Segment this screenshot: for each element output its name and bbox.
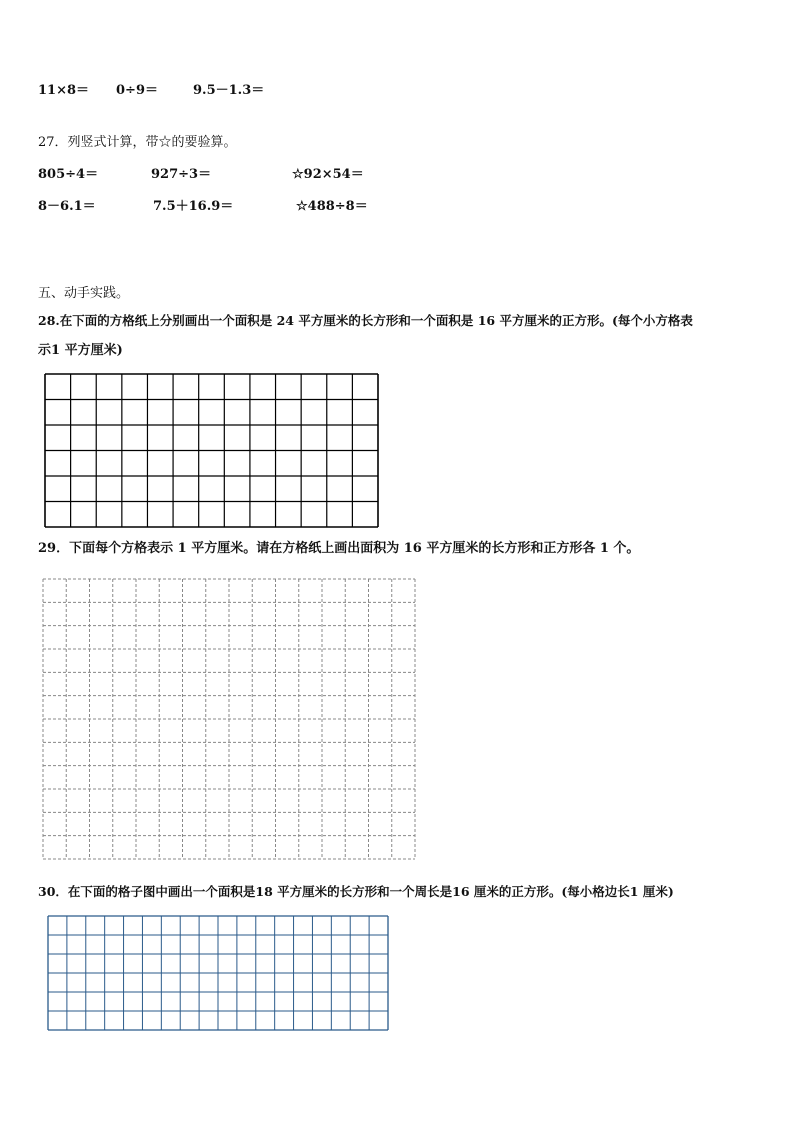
q28-text-line2: 示1 平方厘米) <box>38 343 123 358</box>
q27-item-5: 7.5＋16.9＝ <box>153 199 234 214</box>
q30-square-grid[interactable] <box>47 915 391 1033</box>
problem-9.5minus1.3: 9.5－1.3＝ <box>193 83 265 98</box>
problem-11x8: 11×8＝ <box>38 83 90 98</box>
q30-text: 30．在下面的格子图中画出一个面积是18 平方厘米的长方形和一个周长是16 厘米的正方形。(每小格边长1 厘米) <box>38 884 674 899</box>
q28-square-grid[interactable] <box>44 373 380 529</box>
q27-item-3: ☆92×54＝ <box>292 167 364 182</box>
q27-item-6: ☆488÷8＝ <box>296 199 368 214</box>
q27-item-2: 927÷3＝ <box>151 167 212 182</box>
q29-text: 29．下面每个方格表示 1 平方厘米。请在方格纸上画出面积为 16 平方厘米的长方形和正方形各 1 个。 <box>38 541 640 556</box>
q27-item-4: 8－6.1＝ <box>38 199 96 214</box>
problem-0div9: 0÷9＝ <box>116 83 158 98</box>
section-5-heading: 五、动手实践。 <box>38 286 130 301</box>
q29-dashed-grid[interactable] <box>42 578 418 862</box>
q27-item-1: 805÷4＝ <box>38 167 99 182</box>
q27-heading: 27．列竖式计算，带☆的要验算。 <box>38 135 237 150</box>
q28-text-line1: 28.在下面的方格纸上分别画出一个面积是 24 平方厘米的长方形和一个面积是 16 平方厘米的正方形。(每个小方格表 <box>38 313 693 328</box>
